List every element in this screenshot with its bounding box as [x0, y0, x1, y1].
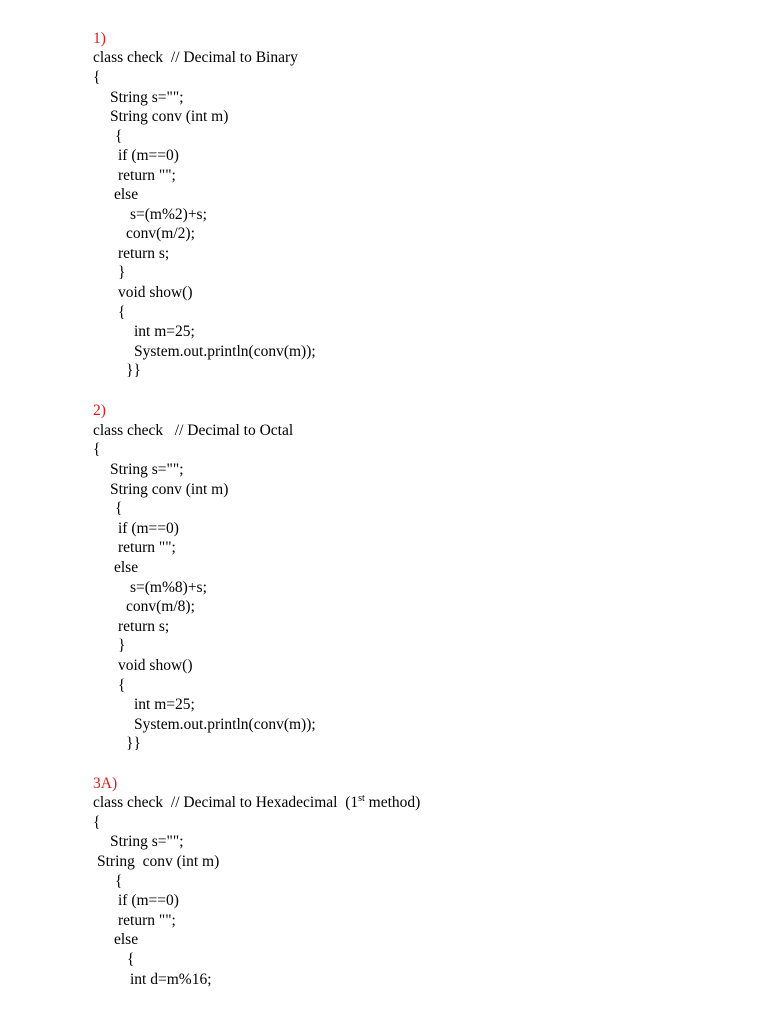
code-line: else [114, 186, 139, 203]
code-line: String conv (int m) [97, 853, 220, 870]
section-number: 3A) [93, 775, 118, 792]
code-line: String s=""; [110, 833, 184, 850]
code-line: void show() [118, 657, 193, 674]
code-line: return ""; [118, 167, 176, 184]
code-line: { [115, 128, 123, 145]
code-line: int d=m%16; [130, 971, 212, 988]
code-line: class check // Decimal to Binary [93, 49, 298, 66]
code-line: class check // Decimal to Octal [93, 422, 294, 439]
code-line: void show() [118, 284, 193, 301]
code-line: { [93, 69, 101, 86]
code-line: String s=""; [110, 461, 184, 478]
code-line: if (m==0) [118, 520, 179, 537]
code-line: String conv (int m) [110, 481, 229, 498]
code-line: System.out.println(conv(m)); [134, 343, 316, 360]
code-line: { [93, 814, 101, 831]
code-line: }} [126, 362, 141, 379]
code-line: { [115, 500, 123, 517]
code-line: } [118, 637, 126, 654]
code-line: { [118, 304, 126, 321]
code-line: conv(m/8); [126, 598, 195, 615]
code-line: return s; [118, 618, 170, 635]
code-line: { [93, 441, 101, 458]
code-line: return ""; [118, 912, 176, 929]
code-line: String s=""; [110, 89, 184, 106]
code-line: int m=25; [134, 696, 195, 713]
section-title-line [93, 793, 420, 812]
code-line: } [118, 264, 126, 281]
code-line: s=(m%8)+s; [130, 579, 207, 596]
code-line: return s; [118, 245, 170, 262]
code-line: if (m==0) [118, 892, 179, 909]
section-number: 2) [93, 402, 106, 419]
code-line: { [115, 873, 123, 890]
code-line: else [114, 559, 139, 576]
code-line: int m=25; [134, 323, 195, 340]
code-line: s=(m%2)+s; [130, 206, 207, 223]
code-line: System.out.println(conv(m)); [134, 716, 316, 733]
code-line: { [118, 677, 126, 694]
code-line: }} [126, 735, 141, 752]
title-text: class check // Decimal to Hexadecimal (1 [93, 794, 359, 811]
code-line: conv(m/2); [126, 225, 195, 242]
code-line: return ""; [118, 539, 176, 556]
code-line: else [114, 931, 139, 948]
code-line: { [127, 951, 135, 968]
code-line: String conv (int m) [110, 108, 229, 125]
section-number: 1) [93, 30, 106, 47]
ordinal-superscript: st [358, 792, 365, 804]
title-text-end: method) [364, 794, 421, 811]
code-line: if (m==0) [118, 147, 179, 164]
